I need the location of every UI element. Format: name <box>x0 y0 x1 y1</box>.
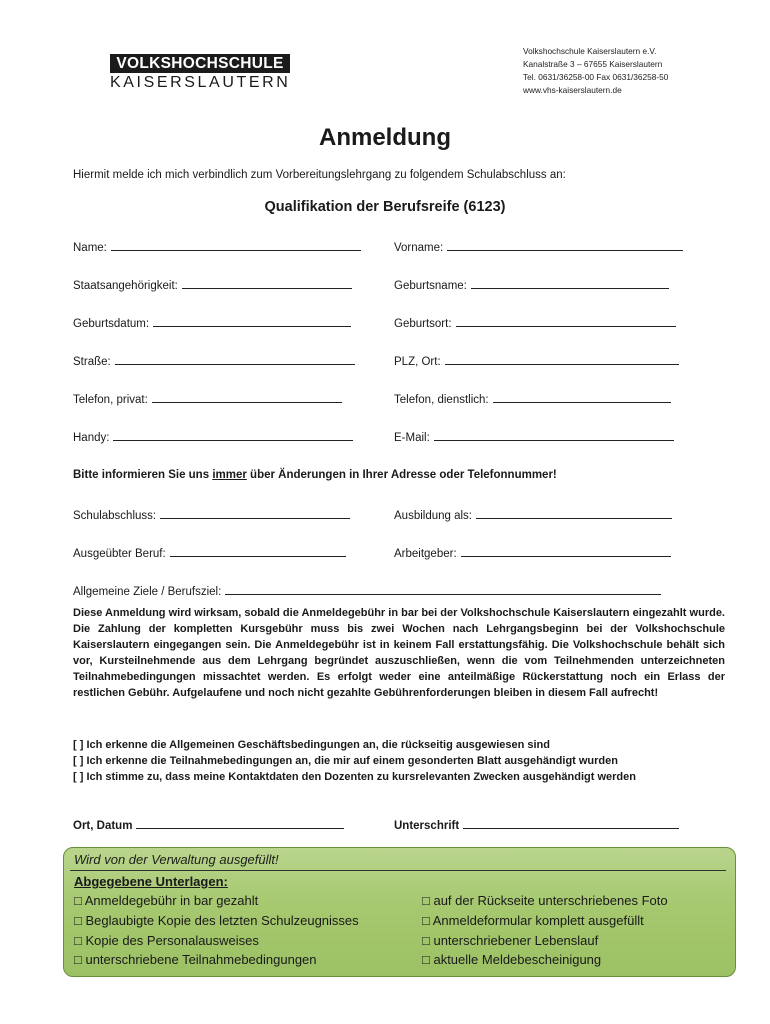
geburtsort-field[interactable] <box>394 316 676 330</box>
ziele-field[interactable] <box>73 584 661 598</box>
field-label: Geburtsort: <box>394 318 452 330</box>
logo-city: KAISERSLAUTERN <box>110 74 291 91</box>
field-label: PLZ, Ort: <box>394 356 441 368</box>
field-label: E-Mail: <box>394 432 430 444</box>
course-title: Qualifikation der Berufsreife (6123) <box>264 199 506 215</box>
unterschrift-input-line[interactable] <box>463 818 679 829</box>
field-label: Ort, Datum <box>73 820 133 832</box>
admin-checkbox[interactable]: □ Beglaubigte Kopie des letzten Schulzeugnisses <box>74 913 359 928</box>
address-line: Volkshochschule Kaiserslautern e.V. <box>523 46 657 56</box>
schulabschluss-field[interactable] <box>73 508 350 522</box>
ort-datum-input-line[interactable] <box>136 818 344 829</box>
field-label: Allgemeine Ziele / Berufsziel: <box>73 586 222 598</box>
arbeitgeber-field[interactable] <box>394 546 671 560</box>
ziele-input-line[interactable] <box>225 584 661 595</box>
plz-ort-field[interactable] <box>394 354 679 368</box>
geburtsdatum-input-line[interactable] <box>153 316 351 327</box>
geburtsdatum-field[interactable] <box>73 316 351 330</box>
admin-checkbox[interactable]: □ auf der Rückseite unterschriebenes Foto <box>422 893 668 908</box>
field-label: Ausbildung als: <box>394 510 472 522</box>
email-field[interactable] <box>394 430 674 444</box>
logo-wordmark: VOLKSHOCHSCHULE <box>110 54 290 73</box>
telefon-dienstlich-input-line[interactable] <box>493 392 671 403</box>
geburtsname-field[interactable] <box>394 278 669 292</box>
unterschrift-field[interactable] <box>394 818 679 832</box>
intro-text: Hiermit melde ich mich verbindlich zum Vorbereitungslehrgang zu folgendem Schulabschluss an: <box>73 169 566 181</box>
admin-checkbox[interactable]: □ unterschriebener Lebenslauf <box>422 933 599 948</box>
geburtsname-input-line[interactable] <box>471 278 669 289</box>
field-label: Handy: <box>73 432 110 444</box>
staatsangehoerigkeit-field[interactable] <box>73 278 352 292</box>
schulabschluss-input-line[interactable] <box>160 508 350 519</box>
strasse-input-line[interactable] <box>115 354 355 365</box>
ort-datum-field[interactable] <box>73 818 344 832</box>
address-block <box>523 45 668 97</box>
checkbox-teilnahmebedingungen[interactable]: [ ] Ich erkenne die Teilnahmebedingungen an, die mir auf einem gesonderten Blatt ausgehändigt wurden <box>73 755 618 767</box>
terms-paragraph: Diese Anmeldung wird wirksam, sobald die Anmeldegebühr in bar bei der Volkshochschule Kaiserslautern eingezahlt wurde. Die Zahlung der kompletten Kursgebühr muss bis zwei Wochen nach Lehrgangsbeginn bei der Volkshochschule Kaiserslautern eingegangen sein. Die Anmeldegebühr ist in keinem Fall erstattungsfähig. Die Volkshochschule behält sich vor, Kursteilnehmende aus dem Lehrgang begründet auszuschließen, wenn die vom Teilnehmenden unterzeichneten Teilnahmebedingungen missachtet werden. Es erfolgt weder eine anteilmäßige Rückerstattung noch ein Erlass der restlichen Gebühr. Aufgelaufene und noch nicht gezahlte Gebührenforderungen bleiben in diesem Fall aufrecht! <box>73 607 725 699</box>
ausbildung-field[interactable] <box>394 508 672 522</box>
field-label: Geburtsname: <box>394 280 467 292</box>
checkbox-kontaktdaten[interactable]: [ ] Ich stimme zu, dass meine Kontaktdaten den Dozenten zu kursrelevanten Zwecken ausgehändigt werden <box>73 771 636 783</box>
admin-checkbox[interactable]: □ unterschriebene Teilnahmebedingungen <box>74 952 317 967</box>
notice-before: Bitte informieren Sie uns <box>73 469 213 481</box>
field-label: Ausgeübter Beruf: <box>73 548 166 560</box>
field-label: Arbeitgeber: <box>394 548 457 560</box>
admin-heading: Wird von der Verwaltung ausgefüllt! <box>74 852 279 867</box>
admin-checkbox[interactable]: □ Kopie des Personalausweises <box>74 933 259 948</box>
beruf-field[interactable] <box>73 546 346 560</box>
field-label: Unterschrift <box>394 820 460 832</box>
field-label: Telefon, privat: <box>73 394 148 406</box>
field-label: Schulabschluss: <box>73 510 157 522</box>
name-field[interactable] <box>73 240 361 254</box>
telefon-dienstlich-field[interactable] <box>394 392 671 406</box>
staatsangehoerigkeit-input-line[interactable] <box>182 278 352 289</box>
field-label: Vorname: <box>394 242 444 254</box>
address-line[interactable]: www.vhs-kaiserslautern.de <box>523 85 622 95</box>
telefon-privat-input-line[interactable] <box>152 392 342 403</box>
notice-emphasis: immer <box>212 469 247 481</box>
handy-input-line[interactable] <box>113 430 353 441</box>
field-label: Straße: <box>73 356 111 368</box>
page-title: Anmeldung <box>319 124 451 151</box>
admin-subheading: Abgegebene Unterlagen: <box>74 874 228 889</box>
admin-checkbox[interactable]: □ Anmeldegebühr in bar gezahlt <box>74 893 259 908</box>
field-label: Name: <box>73 242 107 254</box>
ausbildung-input-line[interactable] <box>476 508 672 519</box>
vorname-input-line[interactable] <box>447 240 683 251</box>
beruf-input-line[interactable] <box>170 546 346 557</box>
notice-text <box>73 469 557 481</box>
handy-field[interactable] <box>73 430 353 444</box>
field-label: Staatsangehörigkeit: <box>73 280 178 292</box>
plz-ort-input-line[interactable] <box>445 354 679 365</box>
telefon-privat-field[interactable] <box>73 392 342 406</box>
email-input-line[interactable] <box>434 430 674 441</box>
notice-after: über Änderungen in Ihrer Adresse oder Telefonnummer! <box>246 469 557 481</box>
checkbox-agb[interactable]: [ ] Ich erkenne die Allgemeinen Geschäftsbedingungen an, die rückseitig ausgewiesen sind <box>73 739 550 751</box>
name-input-line[interactable] <box>111 240 361 251</box>
admin-divider <box>70 870 726 871</box>
geburtsort-input-line[interactable] <box>456 316 676 327</box>
field-label: Telefon, dienstlich: <box>394 394 489 406</box>
admin-checkbox[interactable]: □ aktuelle Meldebescheinigung <box>422 952 602 967</box>
vorname-field[interactable] <box>394 240 683 254</box>
arbeitgeber-input-line[interactable] <box>461 546 671 557</box>
address-line: Kanalstraße 3 – 67655 Kaiserslautern <box>523 59 663 69</box>
address-line: Tel. 0631/36258-00 Fax 0631/36258-50 <box>523 72 669 82</box>
strasse-field[interactable] <box>73 354 355 368</box>
admin-checkbox[interactable]: □ Anmeldeformular komplett ausgefüllt <box>422 913 644 928</box>
field-label: Geburtsdatum: <box>73 318 150 330</box>
